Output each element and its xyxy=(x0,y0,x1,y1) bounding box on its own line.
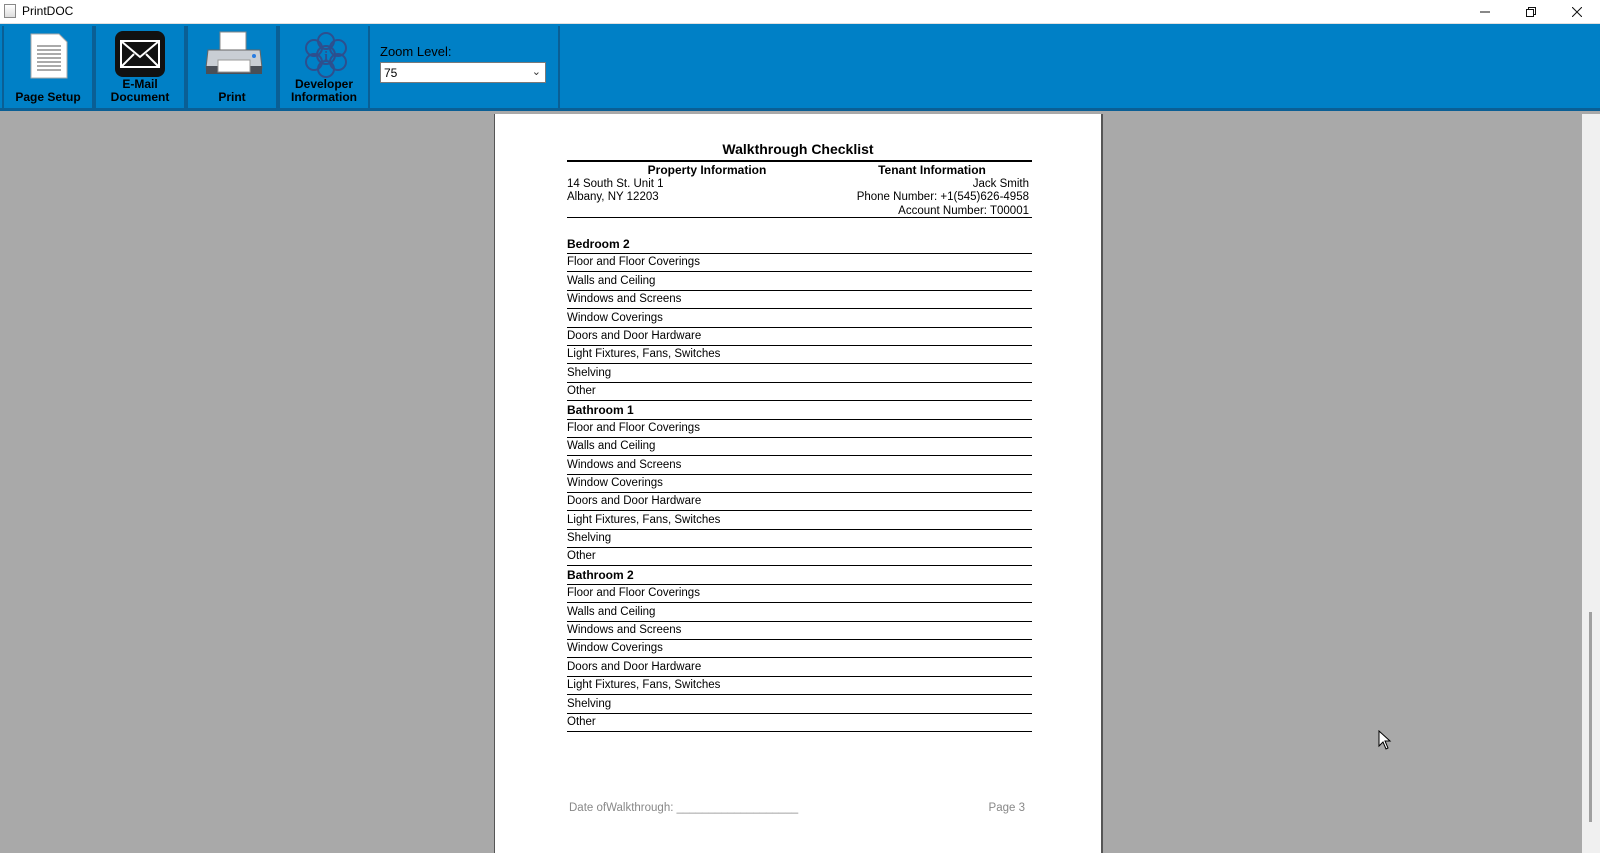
list-item: Doors and Door Hardware xyxy=(567,494,1032,511)
title-bar xyxy=(0,0,1600,24)
list-item: Floor and Floor Coverings xyxy=(567,586,1032,603)
list-item: Window Coverings xyxy=(567,476,1032,493)
list-item: Other xyxy=(567,715,1032,732)
zoom-level-label: Zoom Level: xyxy=(380,44,452,59)
list-item: Other xyxy=(567,384,1032,401)
list-item: Walls and Ceiling xyxy=(567,439,1032,456)
title-rule xyxy=(567,160,1032,162)
mouse-cursor-icon xyxy=(1378,730,1392,750)
chevron-down-icon: ⌄ xyxy=(531,66,541,78)
tenant-account: Account Number: T00001 xyxy=(898,204,1029,217)
mail-icon xyxy=(114,30,166,78)
list-item: Windows and Screens xyxy=(567,623,1032,640)
property-heading: Property Information xyxy=(647,163,767,177)
toolbar xyxy=(0,24,1600,111)
header-rule xyxy=(567,217,1032,218)
list-item: Other xyxy=(567,549,1032,566)
tenant-info xyxy=(795,164,1029,218)
list-item: Floor and Floor Coverings xyxy=(567,255,1032,272)
scrollbar-thumb[interactable] xyxy=(1589,612,1592,822)
page-icon xyxy=(29,32,69,80)
restore-button[interactable] xyxy=(1508,0,1554,23)
property-address-line2: Albany, NY 12203 xyxy=(567,191,659,203)
email-document-label: E-Mail Document xyxy=(110,77,170,104)
document-page xyxy=(494,114,1103,853)
developer-information-label: Developer Information xyxy=(291,77,357,104)
info-icon xyxy=(299,30,353,80)
svg-text:i: i xyxy=(324,48,328,63)
tenant-phone: Phone Number: +1(545)626-4958 xyxy=(856,191,1029,203)
list-item: Light Fixtures, Fans, Switches xyxy=(567,513,1032,530)
property-address-line1: 14 South St. Unit 1 xyxy=(567,177,664,190)
close-button[interactable] xyxy=(1554,0,1600,23)
list-item: Walls and Ceiling xyxy=(567,274,1032,291)
window-title: PrintDOC xyxy=(22,4,74,18)
print-button[interactable] xyxy=(186,26,278,108)
list-item: Window Coverings xyxy=(567,641,1032,658)
minimize-button[interactable] xyxy=(1462,0,1508,23)
page-setup-button[interactable] xyxy=(2,26,94,108)
page-setup-label: Page Setup xyxy=(15,90,81,104)
list-item: Windows and Screens xyxy=(567,458,1032,475)
restore-icon xyxy=(1526,7,1536,17)
developer-information-button[interactable] xyxy=(278,26,370,108)
close-icon xyxy=(1572,7,1582,17)
zoom-panel xyxy=(368,26,560,108)
list-item: Light Fixtures, Fans, Switches xyxy=(567,347,1032,364)
document-title: Walkthrough Checklist xyxy=(722,141,874,157)
list-item: Light Fixtures, Fans, Switches xyxy=(567,678,1032,695)
list-item: Doors and Door Hardware xyxy=(567,329,1032,346)
walkthrough-date-field: Date ofWalkthrough: ___________________ xyxy=(569,802,799,814)
section-heading: Bathroom 1 xyxy=(567,403,1032,420)
vertical-scrollbar[interactable] xyxy=(1582,114,1600,853)
section-heading: Bathroom 2 xyxy=(567,568,1032,585)
page-number: Page 3 xyxy=(988,802,1025,814)
app-icon xyxy=(4,4,16,18)
list-item: Floor and Floor Coverings xyxy=(567,421,1032,438)
list-item: Doors and Door Hardware xyxy=(567,660,1032,677)
tenant-name: Jack Smith xyxy=(972,177,1029,190)
email-document-button[interactable] xyxy=(94,26,186,108)
list-item: Window Coverings xyxy=(567,311,1032,328)
section-heading: Bedroom 2 xyxy=(567,237,1032,254)
property-info xyxy=(567,164,797,205)
list-item: Shelving xyxy=(567,366,1032,383)
list-item: Walls and Ceiling xyxy=(567,605,1032,622)
minimize-icon xyxy=(1480,7,1490,17)
tenant-heading: Tenant Information xyxy=(878,163,986,177)
zoom-level-value: 75 xyxy=(384,66,398,80)
printer-icon xyxy=(204,30,264,80)
zoom-level-select[interactable] xyxy=(380,62,546,83)
list-item: Shelving xyxy=(567,531,1032,548)
print-label: Print xyxy=(218,90,246,104)
list-item: Shelving xyxy=(567,697,1032,714)
list-item: Windows and Screens xyxy=(567,292,1032,309)
